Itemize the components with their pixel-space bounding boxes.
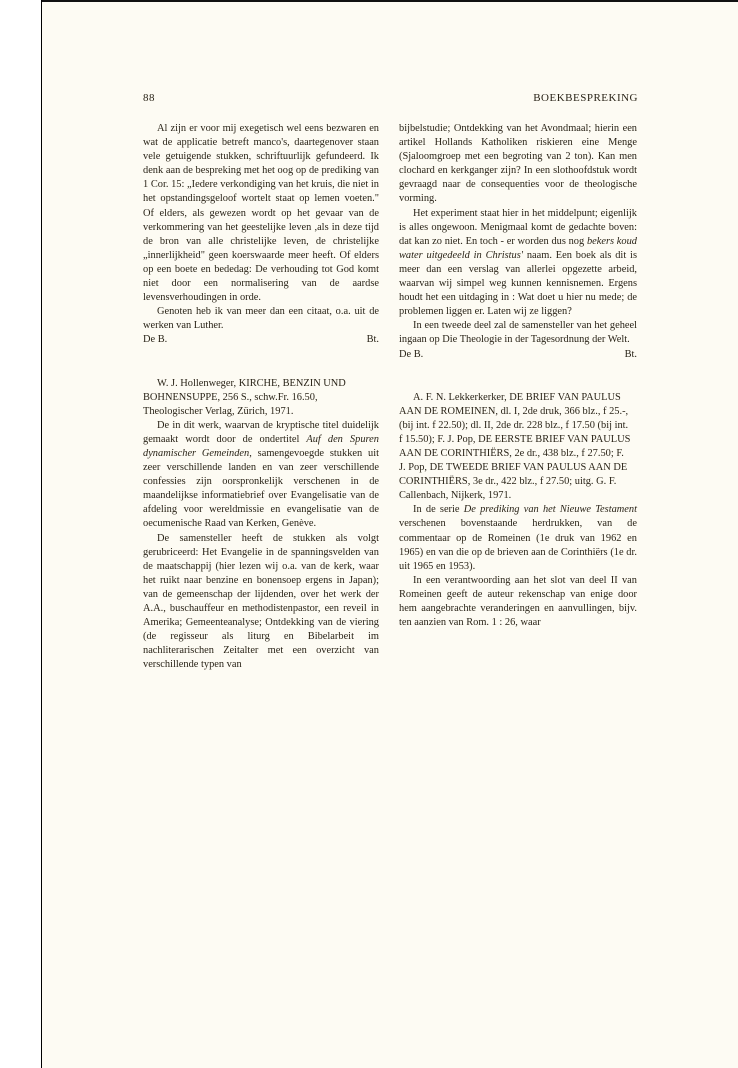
left-paragraph-1: Al zijn er voor mij exegetisch wel eens bezwaren en wat de applicatie betreft manco's, daartegenover staan vele getuigende stukken, schriftuurlijk gefundeerd. Ik denk aan de bespreking met het oog op de prediking van 1 Cor. 15: „Iedere verkondiging van het kruis, die niet in het opstandingsgeloof wortelt staat op lemen voeten." Of elders, als gewezen wordt op het gevaar van de verkommering van het geestelijke leven ,als in deze tijd de bron van alle christelijke leven, de christelijke „innerlijkheid" geen koerswaarde meer heeft. Of elders op een boete en bededag: De verhouding tot God komt niet door een normalisering van de aardse levensverhoudingen in orde.	[143, 123, 379, 304]
page-number: 88	[143, 92, 155, 104]
signature-initials: De B.	[143, 334, 168, 346]
right-paragraph-2-italic: bekers koud water uitgedeeld in Christus'	[399, 235, 637, 261]
right-paragraph-2	[399, 207, 637, 320]
book-heading-lekkerkerker-pop: A. F. N. Lekkerkerker, DE BRIEF VAN PAULUS AAN DE ROMEINEN, dl. I, 2de druk, 366 blz., f 25.-, (bij int. f 22.50); dl. II, 2de dr. 228 blz., f 17.50 (bij int. f 15.50); F. J. Pop, DE EERSTE BRIEF VAN PAULUS AAN DE CORINTHIËRS, 2e dr., 438 blz., f 27.50; F. J. Pop, DE TWEEDE BRIEF VAN PAULUS AAN DE CORINTHIËRS, 3e dr., 422 blz., f 27.50; uitg. G. F. Callenbach, Nijkerk, 1971.	[399, 391, 631, 502]
right-paragraph-4	[399, 503, 637, 573]
review-signature	[143, 333, 379, 347]
right-paragraph-4-series: De prediking van het Nieuwe Testament	[463, 504, 637, 516]
left-paragraph-3-text-b: , samengevoegde stukken uit zeer verschillende landen en van zeer verschillende confessies zijn oorspronkelijk verschenen in de maandelijkse informatiebrief over Evangelisatie van de afdeling voor wereldmissie en evangelisatie van de oecumenische Raad van Kerken, Genève.	[143, 447, 379, 530]
running-head: BOEKBESPREKING	[533, 92, 638, 104]
right-paragraph-2-text-a: Het experiment staat hier in het middelpunt; eigenlijk is alles ongewoon. Menigmaal komt de gedachte boven: dat kan zo niet. En toch - er worden dus nog	[399, 207, 637, 247]
book-heading-hollenweger: W. J. Hollenweger, KIRCHE, BENZIN UND BOHNENSUPPE, 256 S., schw.Fr. 16.50, Theologischer Verlag, Zürich, 1971.	[143, 377, 346, 417]
left-paragraph-3-text-a: De in dit werk, waarvan de kryptische titel duidelijk gemaakt wordt door de ondertitel	[143, 419, 379, 445]
scan-margin	[0, 0, 41, 1068]
right-paragraph-3: In een tweede deel zal de samensteller van het geheel ingaan op Die Theologie in der Tagesordnung der Welt.	[399, 320, 637, 346]
right-paragraph-2-text-b: naam. Een boek als dit is meer dan een verslag van allerlei opgezette arbeid, waarvan wij simpel weg kunnen kennisnemen. Ergens houdt het een uitdaging in : Wat doet u hier nu mede; de problemen liggen er. Laten wij ze liggen?	[399, 249, 637, 318]
left-paragraph-4: De samensteller heeft de stukken als volgt gerubriceerd: Het Evangelie in de spanningsvelden van de maatschappij (hier lezen wij o.a. van de kerk, waar het ruikt naar benzine en bonensoep ergens in Japan); van de gemeenschap der lijdenden, over het werk der A.A., buschauffeur en methodistenpastor, een reveil in Amerika; Gemeenteanalyse; Ontdekking van de viering (de regisseur als liturg en Bibelarbeit im nachliterarischen Zeitalter met een overzicht van verschillende typen van	[143, 532, 379, 671]
review-signature-2	[399, 348, 637, 362]
top-edge-line	[42, 0, 738, 2]
signature-initials-2: De B.	[399, 348, 424, 360]
signature-abbrev: Bt.	[366, 334, 379, 346]
signature-abbrev-2: Bt.	[624, 348, 637, 360]
left-column	[143, 122, 379, 672]
right-paragraph-4-text-b: verschenen bovenstaande herdrukken, van de commentaar op de Romeinen (1e druk van 1962 en 1965) en van die op de brieven aan de Corinthiërs (1e dr. uit 1965 en 1953).	[399, 518, 637, 572]
right-paragraph-4-text-a: In de serie	[413, 504, 464, 516]
left-paragraph-3-subtitle: Auf den Spuren dynamischer Gemeinden	[143, 433, 379, 459]
right-column	[399, 122, 637, 630]
left-paragraph-3	[143, 419, 379, 532]
left-paragraph-2: Genoten heb ik van meer dan een citaat, o.a. uit de werken van Luther.	[143, 306, 379, 332]
right-paragraph-1: bijbelstudie; Ontdekking van het Avondmaal; hierin een artikel Hollands Katholiken riskieren eine Menge (Sjaloomgroep met een begroting van 2 ton). Kan men clochard en kerkganger zijn? In een slothoofdstuk wordt gevraagd naar de consequenties voor de theologische vorming.	[399, 123, 637, 205]
right-paragraph-5: In een verantwoording aan het slot van deel II van Romeinen geeft de auteur rekenschap van enige door hem aangebrachte veranderingen en aanvullingen, bijv. ten aanzien van Rom. 1 : 26, waar	[399, 574, 637, 629]
